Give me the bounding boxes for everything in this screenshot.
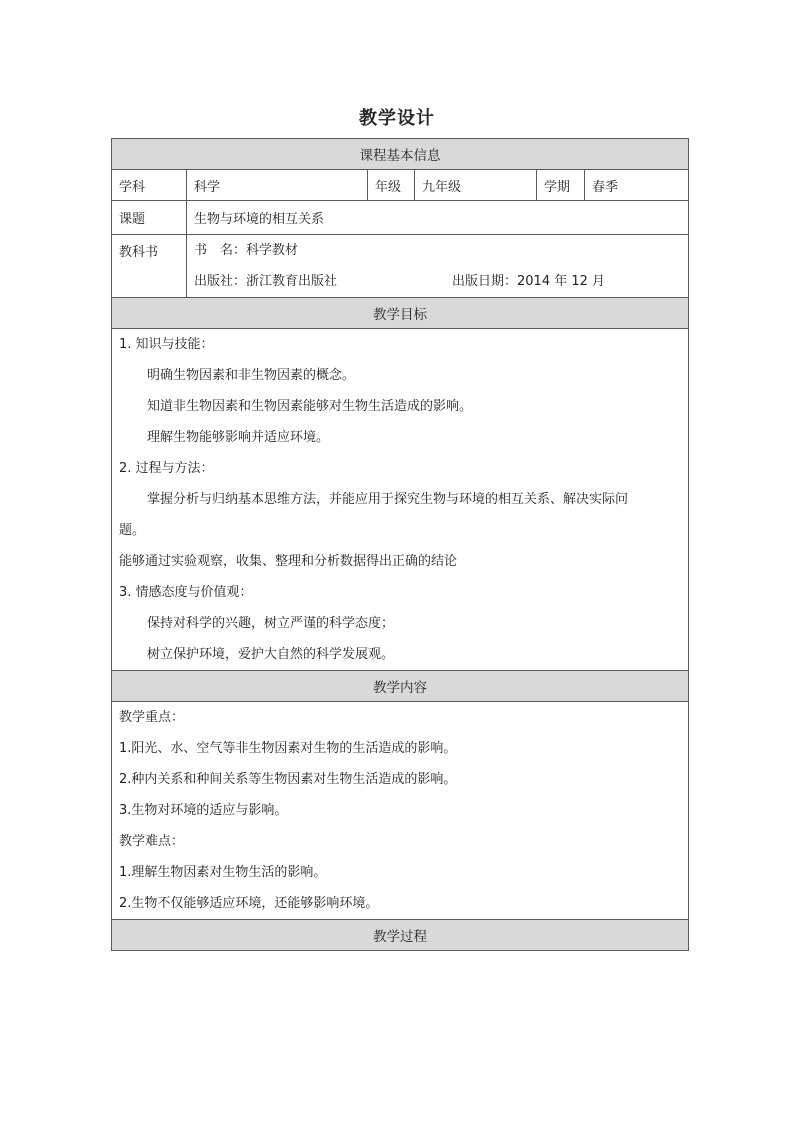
publisher-row [194,266,681,297]
section-header-content: 教学内容 [112,671,689,702]
text-line: 理解生物能够影响并适应环境。 [147,430,330,445]
section-header-process: 教学过程 [112,920,689,951]
grade-label: 年级 [368,170,415,201]
subject-value: 科学 [187,170,368,201]
text-line: 能够通过实验观察，收集、整理和分析数据得出正确的结论 [119,554,458,569]
grade-value: 九年级 [415,170,537,201]
text-line: 2.种内关系和种间关系等生物因素对生物生活造成的影响。 [119,772,457,787]
text-line: 题。 [119,523,146,538]
text-line: 3. 情感态度与价值观： [119,585,253,600]
term-value: 春季 [585,170,689,201]
text-line: 明确生物因素和非生物因素的概念。 [147,368,356,383]
text-line: 3.生物对环境的适应与影响。 [119,803,288,818]
text-line: 1.阳光、水、空气等非生物因素对生物的生活造成的影响。 [119,741,457,756]
lesson-plan-table [111,138,689,951]
objectives-body [112,329,689,671]
text-line: 2.生物不仅能够适应环境，还能够影响环境。 [119,896,379,911]
book-name: 书 名：科学教材 [194,243,299,258]
textbook-label: 教科书 [112,235,187,298]
subject-label: 学科 [112,170,187,201]
term-label: 学期 [537,170,585,201]
text-line: 1. 知识与技能： [119,337,214,352]
textbook-info [187,235,689,298]
publisher: 出版社：浙江教育出版社 [194,274,338,289]
text-line: 1.理解生物因素对生物生活的影响。 [119,865,327,880]
publish-date: 出版日期：2014 年 12 月 [452,274,606,289]
text-line: 教学难点： [119,834,185,849]
text-line: 2. 过程与方法： [119,461,214,476]
topic-label: 课题 [112,201,187,235]
section-header-objectives: 教学目标 [112,298,689,329]
text-line: 树立保护环境，爱护大自然的科学发展观。 [147,647,395,662]
text-line: 掌握分析与归纳基本思维方法，并能应用于探究生物与环境的相互关系、解决实际问 [147,492,629,507]
text-line: 保持对科学的兴趣，树立严谨的科学态度； [147,616,395,631]
section-header-basic-info: 课程基本信息 [112,139,689,170]
topic-value: 生物与环境的相互关系 [187,201,689,235]
document-title: 教学设计 [359,108,435,129]
text-line: 教学重点： [119,710,185,725]
content-body [112,702,689,920]
text-line: 知道非生物因素和生物因素能够对生物生活造成的影响。 [147,399,473,414]
